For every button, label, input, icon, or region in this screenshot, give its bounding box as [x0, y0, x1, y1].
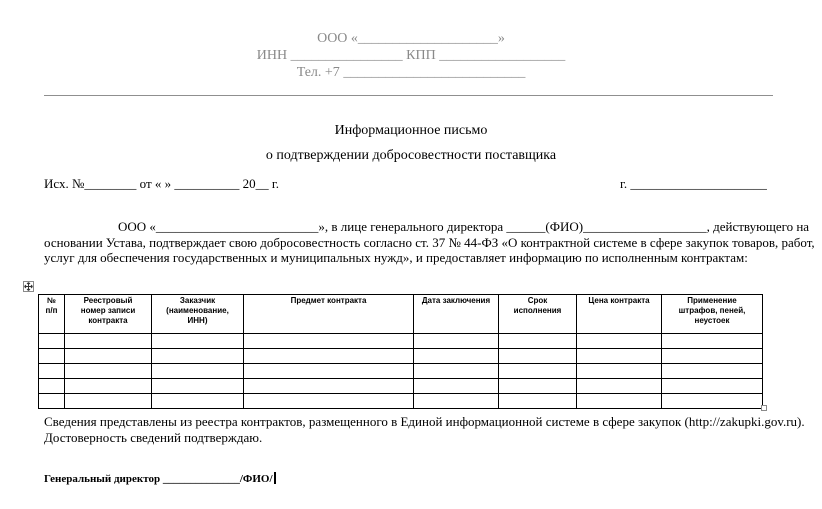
col-header-price[interactable]: Цена контракта	[577, 295, 662, 334]
table-cell[interactable]	[662, 379, 763, 394]
signature-line	[44, 472, 276, 485]
table-cell[interactable]	[244, 334, 414, 349]
letter-subtitle: о подтверждении добросовестности поставщика	[265, 148, 557, 163]
main-paragraph-line-1: ООО «_________________________», в лице генерального директора ______(ФИО)___________________, действующего на	[118, 219, 810, 234]
main-paragraph-line-3: услуг для обеспечения государственных и муниципальных нужд», и предоставляет информацию по исполненным контрактам:	[44, 250, 748, 265]
col-header-customer[interactable]: Заказчик (наименование, ИНН)	[152, 295, 244, 334]
table-cell[interactable]	[39, 379, 65, 394]
table-cell[interactable]	[39, 364, 65, 379]
move-arrows-icon	[24, 282, 33, 291]
table-row	[39, 394, 763, 409]
table-cell[interactable]	[152, 364, 244, 379]
col-header-date[interactable]: Дата заключения	[414, 295, 499, 334]
letterhead-divider	[44, 95, 773, 96]
table-cell[interactable]	[152, 349, 244, 364]
footer-line-1: Сведения представлены из реестра контрактов, размещенного в Единой информационной системе в сфере закупок (http://zakupki.gov.ru).	[44, 414, 805, 429]
table-cell[interactable]	[244, 349, 414, 364]
phone-label: Тел. +7	[296, 65, 344, 80]
table-row	[39, 349, 763, 364]
table-cell[interactable]	[414, 364, 499, 379]
signature-text: Генеральный директор ______________/ФИО/	[44, 473, 273, 485]
table-cell[interactable]	[152, 394, 244, 409]
outgoing-ref: Исх. №________ от « » __________ 20__ г.	[44, 176, 280, 191]
kpp-label: КПП	[402, 48, 440, 63]
table-cell[interactable]	[414, 379, 499, 394]
contracts-table	[38, 294, 763, 409]
table-cell[interactable]	[65, 394, 152, 409]
table-cell[interactable]	[662, 334, 763, 349]
col-header-penalties[interactable]: Применение штрафов, пеней, неустоек	[662, 295, 763, 334]
table-cell[interactable]	[577, 379, 662, 394]
table-cell[interactable]	[662, 349, 763, 364]
table-move-handle[interactable]	[23, 281, 34, 292]
footer-line-2: Достоверность сведений подтверждаю.	[44, 430, 263, 445]
letterhead-phone-line	[0, 65, 822, 81]
table-cell[interactable]	[65, 364, 152, 379]
table-cell[interactable]	[65, 334, 152, 349]
table-cell[interactable]	[65, 379, 152, 394]
table-cell[interactable]	[662, 394, 763, 409]
inn-label: ИНН	[256, 48, 291, 63]
table-row	[39, 379, 763, 394]
table-cell[interactable]	[414, 349, 499, 364]
col-header-subject[interactable]: Предмет контракта	[244, 295, 414, 334]
col-header-number[interactable]: № п/п	[39, 295, 65, 334]
table-cell[interactable]	[499, 349, 577, 364]
table-cell[interactable]	[39, 394, 65, 409]
phone-blank: __________________________	[343, 65, 526, 80]
table-cell[interactable]	[244, 394, 414, 409]
city-field: г. _____________________	[620, 176, 767, 191]
table-row	[39, 334, 763, 349]
table-cell[interactable]	[499, 394, 577, 409]
table-cell[interactable]	[662, 364, 763, 379]
table-cell[interactable]	[39, 349, 65, 364]
table-cell[interactable]	[414, 394, 499, 409]
table-cell[interactable]	[65, 349, 152, 364]
table-cell[interactable]	[244, 379, 414, 394]
table-cell[interactable]	[577, 394, 662, 409]
letter-title: Информационное письмо	[334, 123, 488, 138]
inn-blank: ________________	[290, 48, 403, 63]
table-cell[interactable]	[577, 349, 662, 364]
col-header-term[interactable]: Срок исполнения	[499, 295, 577, 334]
company-blank: ____________________	[357, 31, 498, 46]
table-header-row	[39, 295, 763, 334]
col-header-registry-number[interactable]: Реестровый номер записи контракта	[65, 295, 152, 334]
table-cell[interactable]	[414, 334, 499, 349]
table-cell[interactable]	[152, 334, 244, 349]
kpp-blank: __________________	[439, 48, 566, 63]
text-cursor	[274, 472, 276, 484]
main-paragraph-line-2: основании Устава, подтверждает свою добросовестность согласно ст. 37 № 44-ФЗ «О контрактной системе в сфере закупок товаров, работ,	[44, 235, 815, 250]
table-cell[interactable]	[577, 334, 662, 349]
table-cell[interactable]	[499, 379, 577, 394]
letterhead-inn-kpp-line	[0, 48, 822, 64]
resize-square-icon[interactable]	[761, 405, 767, 411]
table-cell[interactable]	[244, 364, 414, 379]
table-cell[interactable]	[39, 334, 65, 349]
letterhead-company-line	[0, 31, 822, 47]
table-cell[interactable]	[577, 364, 662, 379]
table-cell[interactable]	[152, 379, 244, 394]
company-close: »	[497, 31, 505, 46]
table-cell[interactable]	[499, 334, 577, 349]
table-row	[39, 364, 763, 379]
table-cell[interactable]	[499, 364, 577, 379]
company-label: ООО «	[317, 31, 358, 46]
